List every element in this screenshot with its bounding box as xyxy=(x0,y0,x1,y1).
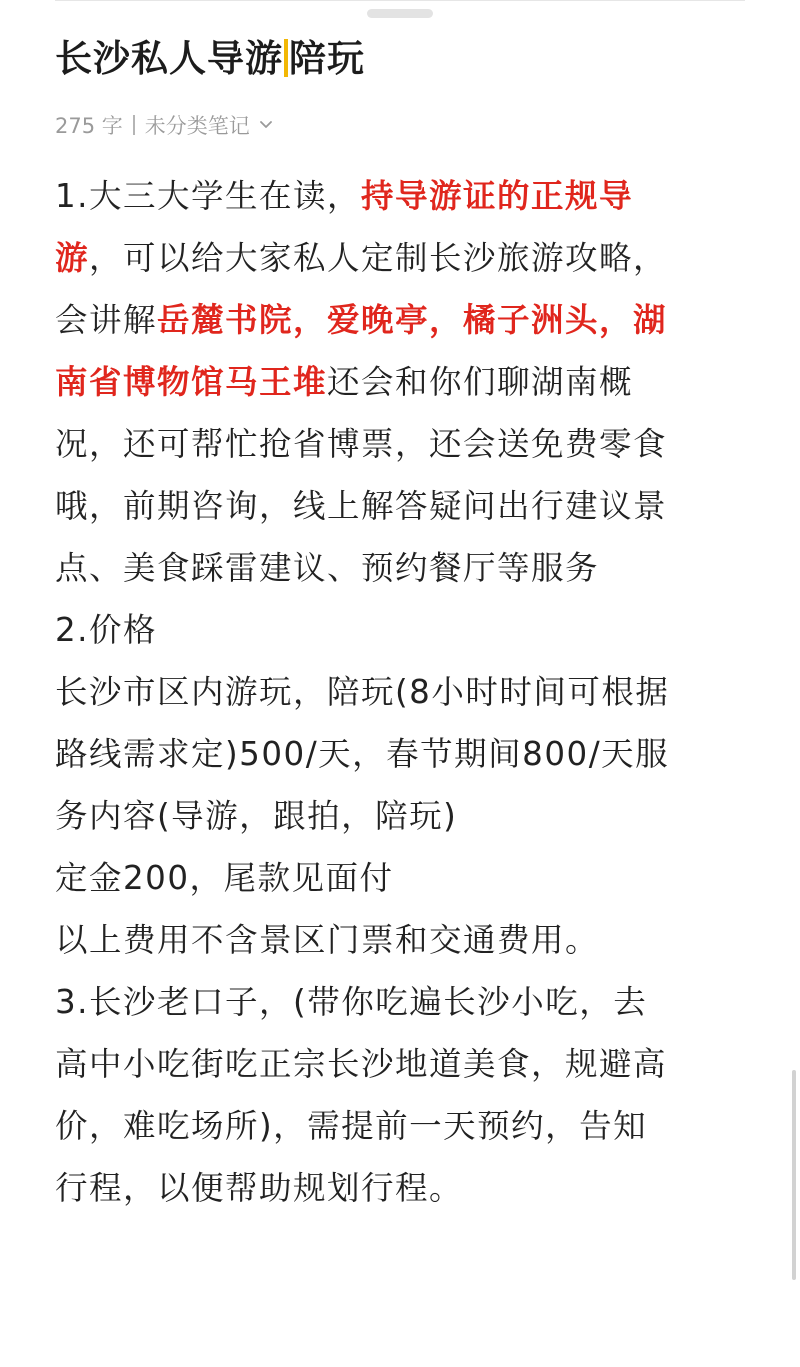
highlighted-text: 游 xyxy=(55,239,90,277)
body-line: 路线需求定)500/天，春节期间800/天服 xyxy=(55,735,670,773)
top-divider xyxy=(55,0,745,1)
scrollbar[interactable] xyxy=(792,1070,796,1280)
body-line: 行程，以便帮助规划行程。 xyxy=(55,1169,464,1207)
body-line: 价，难吃场所)，需提前一天预约，告知 xyxy=(55,1107,648,1145)
body-line: 2.价格 xyxy=(55,611,158,649)
body-line xyxy=(55,227,745,289)
body-text: 1.大三大学生在读， xyxy=(55,177,362,215)
category-selector[interactable] xyxy=(145,110,274,140)
body-line: 3.长沙老口子，(带你吃遍长沙小吃，去 xyxy=(55,983,648,1021)
body-line xyxy=(55,289,745,351)
title-text-part1: 长沙私人导游 xyxy=(55,37,283,80)
text-cursor xyxy=(284,39,288,77)
highlighted-text: 南省博物馆马王堆 xyxy=(55,363,328,401)
note-body[interactable] xyxy=(55,165,745,1219)
body-line: 点、美食踩雷建议、预约餐厅等服务 xyxy=(55,549,600,587)
highlighted-text: 岳麓书院，爱晚亭，橘子洲头，湖 xyxy=(157,301,668,339)
highlighted-text: 持导游证的正规导 xyxy=(361,177,634,215)
body-line: 以上费用不含景区门票和交通费用。 xyxy=(55,921,600,959)
body-text: 还会和你们聊湖南概 xyxy=(327,363,634,401)
word-count: 275 字 xyxy=(55,114,123,138)
body-line xyxy=(55,165,745,227)
note-title[interactable] xyxy=(55,28,365,82)
body-line: 哦，前期咨询，线上解答疑问出行建议景 xyxy=(55,487,668,525)
body-line xyxy=(55,351,745,413)
body-line: 高中小吃街吃正宗长沙地道美食，规避高 xyxy=(55,1045,668,1083)
body-line: 务内容(导游，跟拍，陪玩) xyxy=(55,797,458,835)
body-text: 会讲解 xyxy=(55,301,158,339)
body-line: 定金200，尾款见面付 xyxy=(55,859,394,897)
chevron-down-icon xyxy=(258,117,274,133)
body-line: 况，还可帮忙抢省博票，还会送免费零食 xyxy=(55,425,668,463)
category-label: 未分类笔记 xyxy=(144,114,250,138)
title-text-part2: 陪玩 xyxy=(289,37,365,80)
body-text: ，可以给大家私人定制长沙旅游攻略， xyxy=(89,239,668,277)
body-line: 长沙市区内游玩，陪玩(8小时时间可根据 xyxy=(55,673,670,711)
meta-separator xyxy=(133,115,135,135)
drag-handle[interactable] xyxy=(367,9,433,18)
note-meta xyxy=(55,110,274,140)
